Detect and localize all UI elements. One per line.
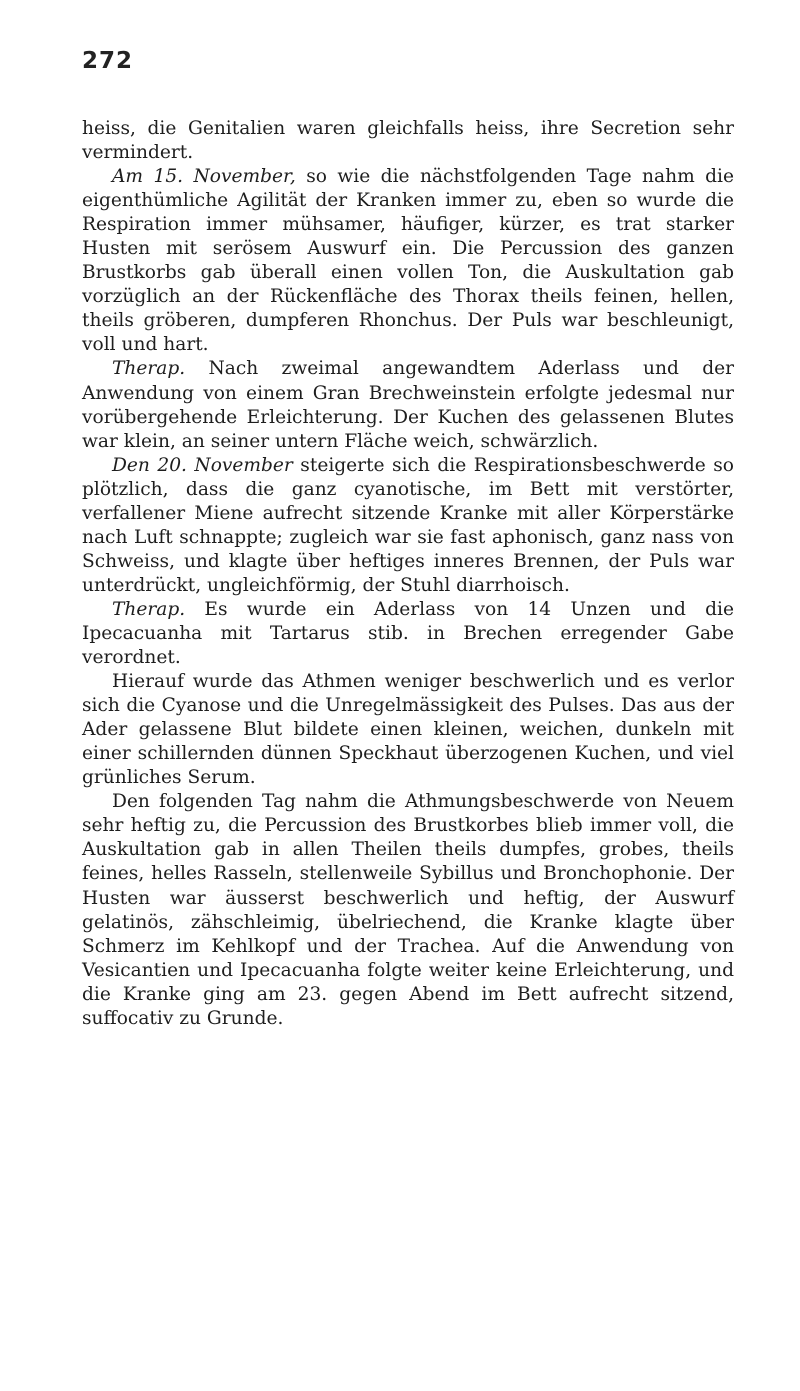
paragraph: Therap. Es wurde ein Aderlass von 14 Unzen und die Ipecacuanha mit Tartarus stib. in Brechen erregender Gabe verordnet. [82, 598, 734, 669]
date-lead: Den 20. November [112, 454, 293, 476]
paragraph: Den 20. November steigerte sich die Respirationsbeschwerde so plötzlich, dass die ganz cyanotische, im Bett mit verstörter, verfallener Miene aufrecht sitzende Kranke mit aller Körperstärke nach Luft schnappte; zugleich war sie fast aphonisch, ganz nass von Schweiss, und klagte über heftiges inneres Brennen, der Puls war unterdrückt, ungleichförmig, der Stuhl diarrhoisch. [82, 454, 734, 596]
date-lead: Am 15. November, [112, 166, 296, 188]
paragraph: Hierauf wurde das Athmen weniger beschwerlich und es verlor sich die Cyanose und die Unregelmässigkeit des Pulses. Das aus der Ader gelassene Blut bildete einen kleinen, weichen, dunkeln mit einer schillernden dünnen Speckhaut überzogenen Kuchen, und viel grünliches Serum. [82, 671, 734, 789]
therapy-lead: Therap. [112, 358, 186, 380]
page-number: 272 [82, 48, 134, 74]
body-text [82, 117, 734, 1031]
therapy-lead: Therap. [112, 598, 186, 620]
paragraph: Therap. Nach zweimal angewandtem Aderlass und der Anwendung von einem Gran Brechweinstein erfolgte jedesmal nur vorübergehende Erleichterung. Der Kuchen des gelassenen Blutes war klein, an seiner untern Fläche weich, schwärzlich. [82, 358, 734, 452]
paragraph: heiss, die Genitalien waren gleichfalls heiss, ihre Secretion sehr vermindert. [82, 118, 734, 164]
paragraph: Am 15. November, so wie die nächstfolgenden Tage nahm die eigenthümliche Agilität der Kranken immer zu, eben so wurde die Respiration immer mühsamer, häufiger, kürzer, es trat starker Husten mit serösem Auswurf ein. Die Percussion des ganzen Brustkorbs gab überall einen vollen Ton, die Auskultation gab vorzüglich an der Rückenfläche des Thorax theils feinen, hellen, theils gröberen, dumpferen Rhonchus. Der Puls war beschleunigt, voll und hart. [82, 166, 734, 356]
paragraph: Den folgenden Tag nahm die Athmungsbeschwerde von Neuem sehr heftig zu, die Percussion des Brustkorbes blieb immer voll, die Auskultation gab in allen Theilen theils dumpfes, grobes, theils feines, helles Rasseln, stellenweile Sybillus und Bronchophonie. Der Husten war äusserst beschwerlich und heftig, der Auswurf gelatinös, zähschleimig, übelriechend, die Kranke klagte über Schmerz im Kehlkopf und der Trachea. Auf die Anwendung von Vesicantien und Ipecacuanha folgte weiter keine Erleichterung, und die Kranke ging am 23. gegen Abend im Bett aufrecht sitzend, suffocativ zu Grunde. [82, 791, 734, 1029]
